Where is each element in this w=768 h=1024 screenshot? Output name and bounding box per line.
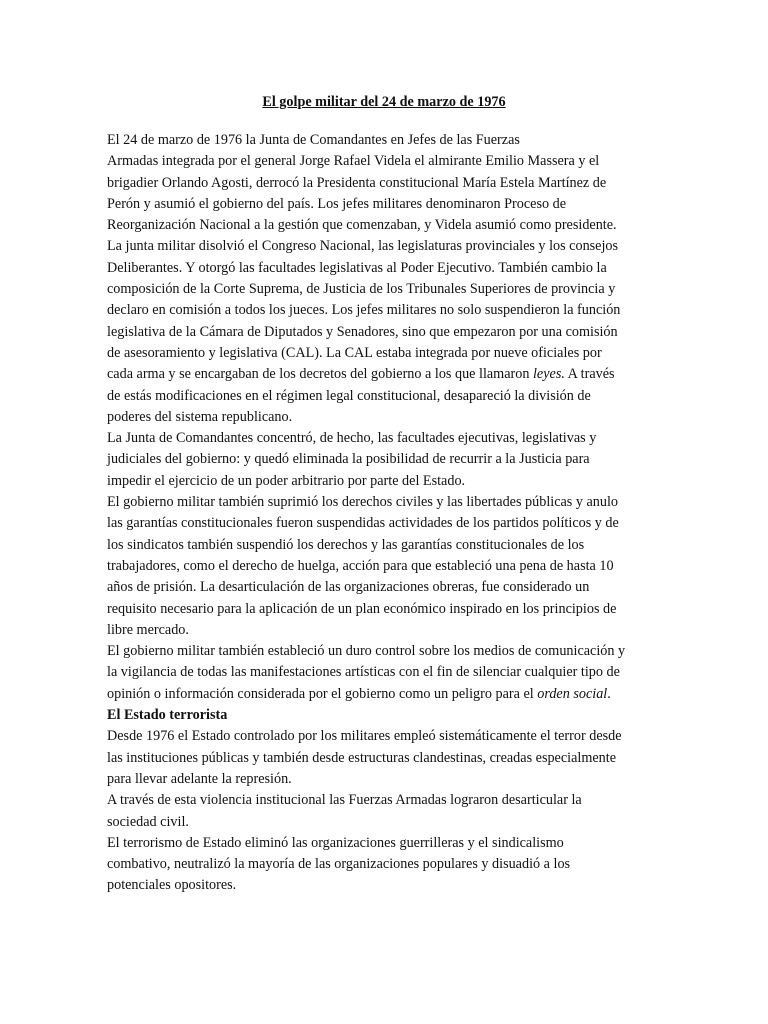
text-line bbox=[107, 194, 667, 215]
line-text: de asesoramiento y legislativa (CAL). La CAL estaba integrada por nueve oficiales por bbox=[107, 344, 602, 361]
text-line bbox=[107, 684, 667, 705]
line-text: sociedad civil. bbox=[107, 813, 189, 830]
line-text: judiciales del gobierno: y quedó eliminada la posibilidad de recurrir a la Justicia para bbox=[107, 451, 590, 468]
text-line bbox=[107, 215, 667, 236]
line-text: brigadier Orlando Agosti, derrocó la Presidenta constitucional María Estela Martínez de bbox=[107, 174, 607, 191]
text-line bbox=[107, 854, 667, 875]
text-line bbox=[107, 407, 667, 428]
text-line bbox=[107, 662, 667, 683]
line-text: El gobierno militar también suprimió los derechos civiles y las libertades públicas y anulo bbox=[107, 494, 619, 511]
line-text: declaro en comisión a todos los jueces. Los jefes militares no solo suspendieron la función bbox=[107, 302, 621, 319]
text-line bbox=[107, 492, 667, 513]
italic-term: leyes. bbox=[532, 366, 565, 383]
line-text: poderes del sistema republicano. bbox=[107, 408, 293, 425]
line-text: El terrorismo de Estado eliminó las organizaciones guerrilleras y el sindicalismo bbox=[107, 834, 564, 851]
line-text: para llevar adelante la represión. bbox=[107, 770, 292, 787]
text-line bbox=[107, 556, 667, 577]
line-text: Armadas integrada por el general Jorge Rafael Videla el almirante Emilio Massera y el bbox=[107, 153, 600, 170]
text-line bbox=[107, 577, 667, 598]
text-line bbox=[107, 173, 667, 194]
line-text-continued: A través bbox=[564, 366, 615, 383]
line-text: las instituciones públicas y también desde estructuras clandestinas, creadas especialmente bbox=[107, 749, 616, 766]
line-text: trabajadores, como el derecho de huelga, acción para que estableció una pena de hasta 10 bbox=[107, 557, 614, 574]
text-line bbox=[107, 833, 667, 854]
line-text: libre mercado. bbox=[107, 621, 189, 638]
text-line bbox=[107, 620, 667, 641]
line-text: Perón y asumió el gobierno del país. Los jefes militares denominaron Proceso de bbox=[107, 195, 567, 212]
line-text: El 24 de marzo de 1976 la Junta de Comandantes en Jefes de las Fuerzas bbox=[107, 132, 520, 148]
text-line bbox=[107, 236, 667, 257]
text-line bbox=[107, 300, 667, 321]
text-line bbox=[107, 790, 667, 811]
line-text: las garantías constitucionales fueron suspendidas actividades de los partidos políticos y de bbox=[107, 515, 619, 532]
line-text: composición de la Corte Suprema, de Justicia de los Tribunales Superiores de provincia y bbox=[107, 281, 616, 298]
section-heading bbox=[107, 705, 667, 726]
line-text: los sindicatos también suspendió los derechos y las garantías constitucionales de los bbox=[107, 536, 585, 553]
line-text: Desde 1976 el Estado controlado por los militares empleó sistemáticamente el terror desde bbox=[107, 728, 622, 745]
text-line bbox=[107, 535, 667, 556]
line-text: La junta militar disolvió el Congreso Nacional, las legislaturas provinciales y los consejos bbox=[107, 238, 619, 255]
line-text: El Estado terrorista bbox=[107, 707, 228, 724]
line-text: cada arma y se encargaban de los decretos del gobierno a los que llamaron bbox=[107, 366, 533, 383]
text-line bbox=[107, 130, 667, 151]
line-text: A través de esta violencia institucional las Fuerzas Armadas lograron desarticular la bbox=[107, 792, 582, 809]
text-line bbox=[107, 769, 667, 790]
text-line bbox=[107, 322, 667, 343]
line-text: la vigilancia de todas las manifestaciones artísticas con el fin de silenciar cualquier tipo de bbox=[107, 664, 620, 681]
text-line bbox=[107, 599, 667, 620]
text-line bbox=[107, 748, 667, 769]
text-line bbox=[107, 343, 667, 364]
line-text: El gobierno militar también estableció un duro control sobre los medios de comunicación y bbox=[107, 643, 626, 660]
line-text: combativo, neutralizó la mayoría de las organizaciones populares y disuadió a los bbox=[107, 856, 571, 873]
text-line bbox=[107, 812, 667, 833]
line-text: años de prisión. La desarticulación de las organizaciones obreras, fue considerado un bbox=[107, 579, 590, 596]
line-text: La Junta de Comandantes concentró, de hecho, las facultades ejecutivas, legislativas y bbox=[107, 430, 597, 447]
line-text: legislativa de la Cámara de Diputados y Senadores, sino que empezaron por una comisión bbox=[107, 323, 618, 340]
text-line bbox=[107, 428, 667, 449]
text-line bbox=[107, 151, 667, 172]
line-text: de estás modificaciones en el régimen legal constitucional, desapareció la división de bbox=[107, 387, 591, 404]
document-body bbox=[107, 130, 667, 897]
text-line bbox=[107, 258, 667, 279]
text-line bbox=[107, 726, 667, 747]
text-line bbox=[107, 279, 667, 300]
text-line bbox=[107, 641, 667, 662]
text-line bbox=[107, 386, 667, 407]
text-line bbox=[107, 449, 667, 470]
text-line bbox=[107, 471, 667, 492]
line-text: requisito necesario para la aplicación de un plan económico inspirado en los principios de bbox=[107, 600, 617, 617]
document-title: El golpe militar del 24 de marzo de 1976 bbox=[262, 94, 506, 110]
line-text: Deliberantes. Y otorgó las facultades legislativas al Poder Ejecutivo. También cambio la bbox=[107, 259, 607, 276]
italic-term: orden social bbox=[537, 685, 608, 702]
line-text: Reorganización Nacional a la gestión que comenzaban, y Videla asumió como presidente. bbox=[107, 217, 617, 234]
text-line bbox=[107, 875, 667, 896]
line-text: opinión o información considerada por el gobierno como un peligro para el bbox=[107, 685, 538, 702]
line-text: impedir el ejercicio de un poder arbitrario por parte del Estado. bbox=[107, 472, 466, 489]
text-line bbox=[107, 364, 667, 385]
line-text: potenciales opositores. bbox=[107, 877, 237, 894]
text-line bbox=[107, 513, 667, 534]
line-text-continued: . bbox=[607, 685, 611, 702]
